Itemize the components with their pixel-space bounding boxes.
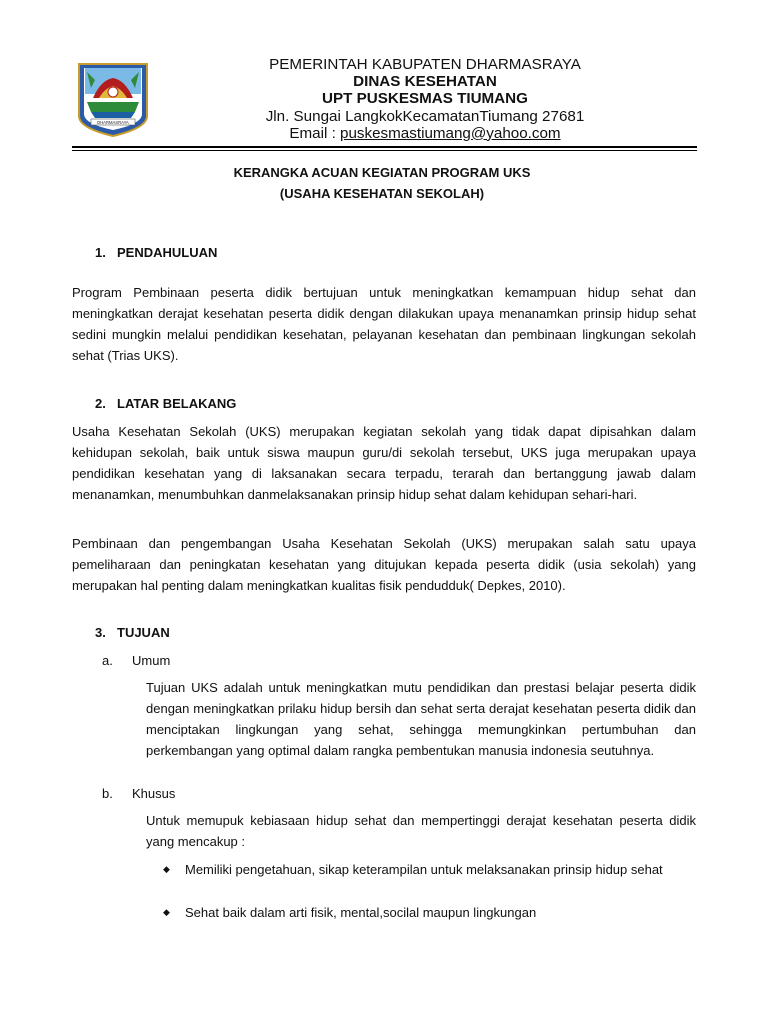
diamond-bullet-icon: ◆ bbox=[163, 907, 170, 917]
section-title: PENDAHULUAN bbox=[117, 245, 218, 260]
section-heading-latar-belakang bbox=[95, 396, 236, 411]
email-label: Email : bbox=[289, 124, 341, 142]
latar-belakang-paragraph-2: Pembinaan dan pengembangan Usaha Kesehatan Sekolah (UKS) merupakan salah satu upaya pemeliharaan dan peningkatan kesehatan yang ditujukan kepada peserta didik (usia sekolah) yang merupakan hal penting dalam meningkatkan kualitas fisik pendudduk( Depkes, 2010). bbox=[72, 536, 696, 593]
subsection-letter: a. bbox=[102, 653, 113, 668]
section-number: 1. bbox=[95, 245, 106, 260]
document-title: KERANGKA ACUAN KEGIATAN PROGRAM UKS bbox=[233, 165, 531, 180]
subsection-khusus bbox=[102, 786, 175, 801]
pendahuluan-paragraph: Program Pembinaan peserta didik bertujuan untuk meningkatkan kemampuan hidup sehat dan meningkatkan derajat kesehatan peserta didik dengan dilakukan upaya menanamkan prinsip hidup sehat sedini mungkin melalui pendidikan kesehatan, pelayanan kesehatan dan pembinaan lingkungan sekolah sehat (Trias UKS). bbox=[72, 285, 696, 363]
section-heading-tujuan bbox=[95, 625, 170, 640]
subsection-letter: b. bbox=[102, 786, 113, 801]
letterhead-divider-thin bbox=[72, 150, 697, 151]
bullet-text: Memiliki pengetahuan, sikap keterampilan untuk melaksanakan prinsip hidup sehat bbox=[185, 862, 663, 877]
svg-text:DHARMASRAYA: DHARMASRAYA bbox=[97, 120, 129, 125]
bullet-item bbox=[163, 859, 696, 903]
office-name: UPT PUSKESMAS TIUMANG bbox=[322, 90, 528, 108]
subsection-title: Khusus bbox=[132, 786, 176, 801]
section-title: TUJUAN bbox=[117, 625, 170, 640]
section-number: 3. bbox=[95, 625, 106, 640]
email-line bbox=[160, 125, 690, 142]
tujuan-khusus-paragraph: Untuk memupuk kebiasaan hidup sehat dan mempertinggi derajat kesehatan peserta didik yang mencakup : bbox=[146, 813, 696, 849]
letterhead-divider-thick bbox=[72, 146, 697, 148]
government-name: PEMERINTAH KABUPATEN DHARMASRAYA bbox=[269, 56, 581, 73]
letterhead bbox=[160, 56, 690, 142]
subsection-title: Umum bbox=[132, 653, 171, 668]
latar-belakang-paragraph-1: Usaha Kesehatan Sekolah (UKS) merupakan kegiatan sekolah yang tidak dapat dipisahkan dalam kehidupan sekolah, baik untuk siswa maupun guru/di sekolah tersebut, UKS juga merupakan upaya pendidikan kesehatan yang di laksanakan secara terpadu, terarah dan bertanggung jawab dalam menanamkan, menumbuhkan danmelaksanakan prinsip hidup sehat dalam kehidupan sehari-hari. bbox=[72, 424, 696, 502]
tujuan-umum-paragraph: Tujuan UKS adalah untuk meningkatkan mutu pendidikan dan prestasi belajar peserta didik dengan meningkatkan prilaku hidup bersih dan sehat serta derajat kesehatan peserta didik dan menciptakan lingkungan yang sehat, sehingga memungkinkan pertumbuhan dan perkembangan yang optimal dalam rangka pembentukan manusia indonesia seutuhnya. bbox=[146, 680, 696, 758]
document-subtitle: (USAHA KESEHATAN SEKOLAH) bbox=[279, 186, 485, 201]
section-heading-pendahuluan bbox=[95, 245, 217, 260]
department-name: DINAS KESEHATAN bbox=[353, 73, 497, 91]
diamond-bullet-icon: ◆ bbox=[163, 864, 170, 874]
bullet-text: Sehat baik dalam arti fisik, mental,socilal maupun lingkungan bbox=[185, 905, 537, 920]
regency-emblem-logo bbox=[77, 62, 149, 138]
section-title: LATAR BELAKANG bbox=[117, 396, 237, 411]
section-number: 2. bbox=[95, 396, 106, 411]
office-address: Jln. Sungai LangkokKecamatanTiumang 27681 bbox=[265, 107, 585, 125]
bullet-item bbox=[163, 902, 696, 924]
subsection-umum bbox=[102, 653, 170, 668]
email-link[interactable]: puskesmastiumang@yahoo.com bbox=[340, 124, 561, 142]
